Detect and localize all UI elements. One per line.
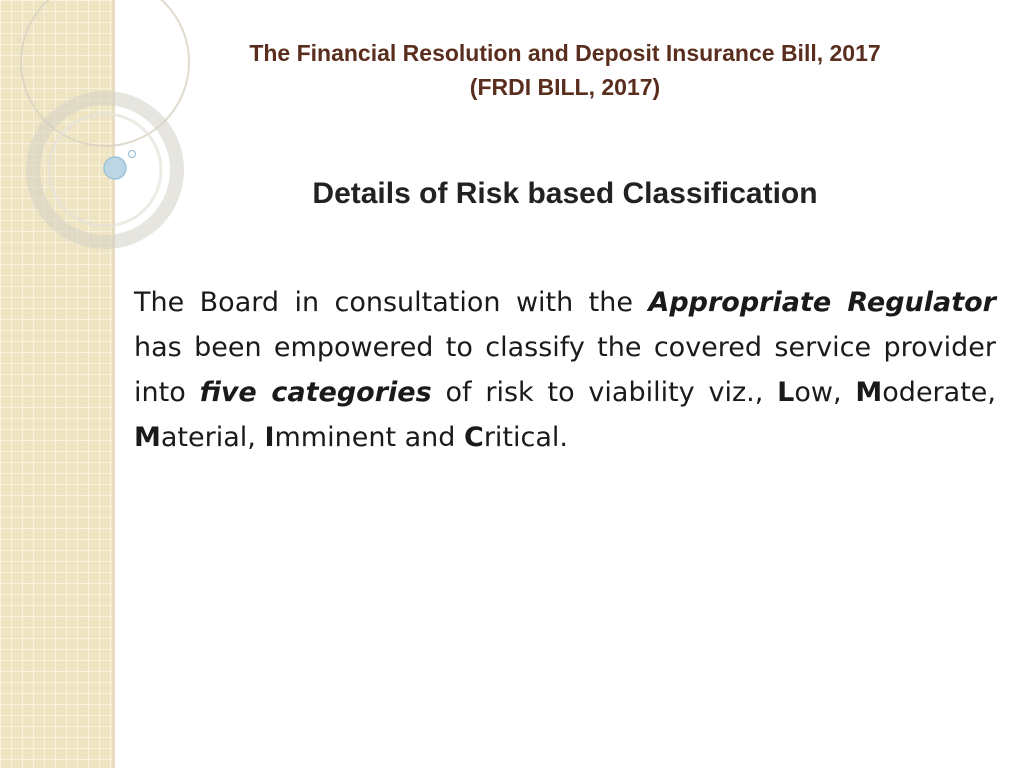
category-rest-low: ow: [794, 377, 833, 408]
emphasis-appropriate-regulator: Appropriate Regulator: [648, 287, 996, 318]
category-rest-material: aterial: [160, 422, 248, 453]
paragraph-text-3: of risk to viability viz.,: [431, 377, 778, 408]
title-line-2: (FRDI BILL, 2017): [469, 74, 661, 100]
category-rest-moderate: oderate: [882, 377, 988, 408]
category-initial-material: M: [134, 422, 161, 453]
separator: ,: [987, 377, 996, 408]
separator: and: [396, 422, 464, 453]
body-paragraph: [134, 280, 996, 460]
paragraph-end: .: [559, 422, 569, 453]
category-initial-low: L: [777, 377, 795, 408]
section-heading: Details of Risk based Classification: [312, 177, 818, 210]
slide-title: [150, 36, 980, 104]
separator: ,: [247, 422, 265, 453]
emphasis-five-categories: five categories: [199, 377, 432, 408]
bubble-small-icon: [129, 151, 136, 158]
category-rest-critical: ritical: [483, 422, 560, 453]
separator: ,: [832, 377, 856, 408]
category-rest-imminent: mminent: [274, 422, 397, 453]
bubble-large-icon: [104, 157, 126, 179]
category-initial-imminent: I: [264, 422, 275, 453]
paragraph-text-1: The Board in consultation with the: [134, 287, 649, 318]
paragraph-text-2: has been empowered to classify the covered service provider into: [134, 332, 996, 408]
title-line-1: The Financial Resolution and Deposit Insurance Bill, 2017: [249, 40, 881, 66]
category-initial-moderate: M: [855, 377, 883, 408]
category-initial-critical: C: [464, 422, 484, 453]
